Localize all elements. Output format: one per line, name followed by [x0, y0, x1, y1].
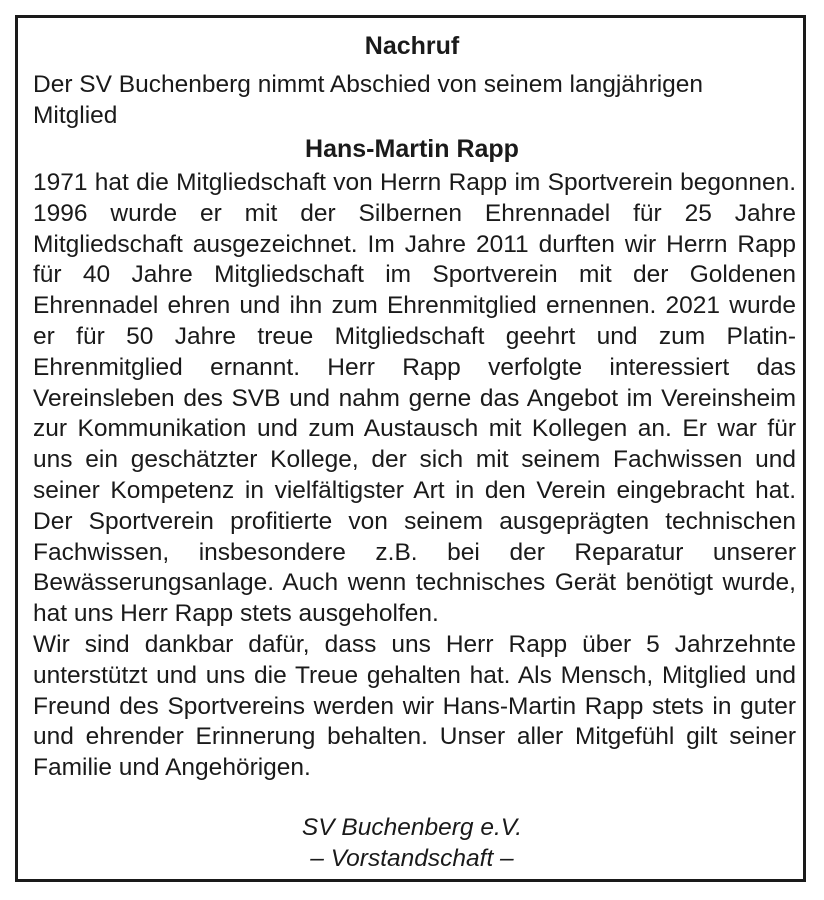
- notice-body: [33, 168, 796, 784]
- signature-board: – Vorstandschaft –: [310, 845, 514, 872]
- signature-organization: SV Buchenberg e.V.: [301, 814, 523, 841]
- body-paragraph-2: Wir sind dankbar dafür, dass uns Herr Rapp über 5 Jahrzehnte unterstützt und uns die Treue gehalten hat. Als Mensch, Mitglied und Freund des Sportvereins werden wir Hans-Martin Rapp stets in guter und ehrender Erinnerung behalten. Unser aller Mitgefühl gilt seiner Familie und Angehörigen.: [33, 630, 796, 782]
- notice-title: Nachruf: [364, 32, 460, 60]
- body-paragraph-1: 1971 hat die Mitgliedschaft von Herrn Rapp im Sportverein begonnen. 1996 wurde er mit der Silbernen Ehrennadel für 25 Jahre Mitgliedschaft ausgezeichnet. Im Jahre 2011 durften wir Herrn Rapp für 40 Jahre Mitgliedschaft im Sportverein mit der Goldenen Ehrennadel ehren und ihn zum Ehrenmitglied ernennen. 2021 wurde er für 50 Jahre treue Mitgliedschaft geehrt und zum Platin-Ehrenmitglied ernannt. Herr Rapp verfolgte interessiert das Vereinsleben des SVB und nahm gerne das Angebot im Vereinsheim zur Kommunikation und zum Austausch mit Kollegen an. Er war für uns ein geschätzter Kollege, der sich mit seinem Fachwissen und seiner Kompetenz in vielfältigster Art in den Verein eingebracht hat. Der Sportverein profitierte von seinem ausgeprägten technischen Fachwissen, insbesondere z.B. bei der Reparatur unserer Bewässerungsanlage. Auch wenn technisches Gerät benötigt wurde, hat uns Herr Rapp stets ausgeholfen.: [33, 169, 796, 628]
- notice-intro: Der SV Buchenberg nimmt Abschied von seinem langjährigen Mitglied: [33, 71, 704, 129]
- deceased-name: Hans-Martin Rapp: [305, 135, 519, 163]
